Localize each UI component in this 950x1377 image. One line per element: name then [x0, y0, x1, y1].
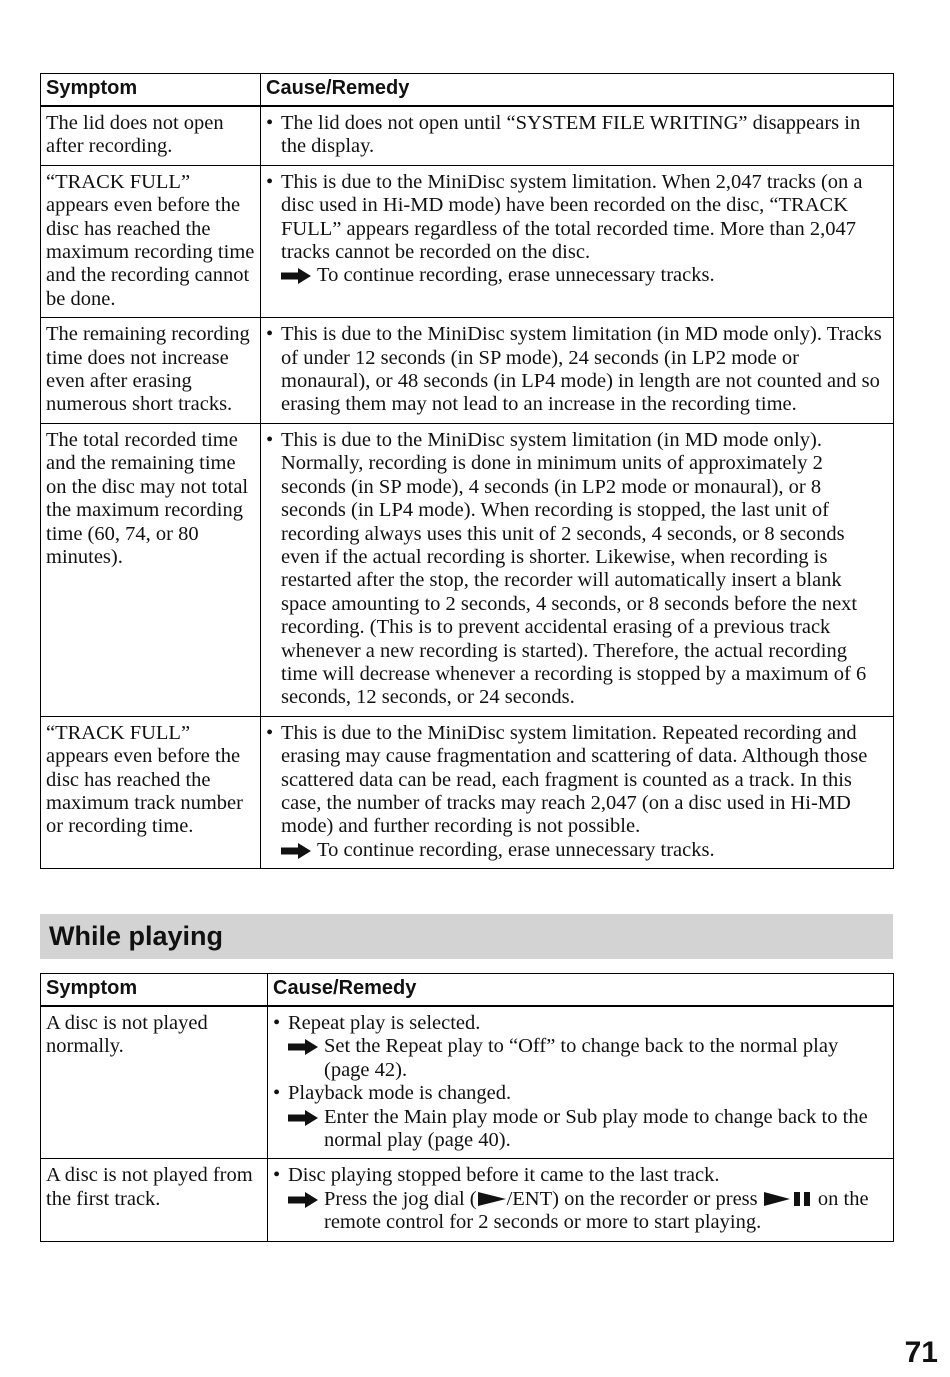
remedy-item: Press the jog dial ( /ENT) on the recorder or press on the remote control for 2 seconds or more to start playing.	[288, 1188, 888, 1235]
arrow-right-icon	[281, 843, 311, 859]
table-row	[41, 165, 894, 317]
table-row	[41, 716, 894, 868]
cause-item: • This is due to the MiniDisc system limitation. Repeated recording and erasing may cause fragmentation and scattering of data. Although those scattered data can be read, each fragment is counted as a track. In this case, the number of tracks may reach 2,047 (on a disc used in Hi-MD mode) and further recording is not possible. To continue recording, erase unnecessary tracks.	[266, 722, 888, 862]
symptom-cell: The total recorded time and the remaining time on the disc may not total the maximum recording time (60, 74, or 80 minutes).	[41, 423, 261, 716]
cause-item: • Disc playing stopped before it came to the last track. Press the jog dial ( /ENT) on the recorder or press on the remote control for 2 seconds or more to start playing.	[273, 1164, 888, 1234]
page-number: 71	[904, 1336, 938, 1369]
symptom-table-recording	[40, 73, 894, 869]
table-row	[41, 423, 894, 716]
arrow-right-icon	[288, 1110, 318, 1126]
cause-item: • Playback mode is changed. Enter the Main play mode or Sub play mode to change back to the normal play (page 40).	[273, 1082, 888, 1152]
symptom-cell: A disc is not played normally.	[41, 1006, 268, 1159]
table-row	[41, 1159, 894, 1241]
bullet-icon: •	[266, 170, 274, 193]
cause-item: • This is due to the MiniDisc system limitation (in MD mode only). Normally, recording is done in minimum units of approximately 2 seconds (in SP mode), 4 seconds (in LP2 mode or monaural), or 8 seconds (in LP4 mode). When recording is stopped, the last unit of recording always uses this unit of 2 seconds, 4 seconds, or 8 seconds even if the actual recording is shorter. Likewise, when recording is restarted after the stop, the recorder will automatically insert a blank space amounting to 2 seconds, 4 seconds, or 8 seconds before the next recording. (This is to prevent accidental erasing of a previous track whenever a new recording is started). Therefore, the actual recording time will decrease whenever a recording is stopped by a maximum of 6 seconds, 12 seconds, or 24 seconds.	[266, 428, 867, 709]
symptom-header: Symptom	[41, 974, 268, 1007]
bullet-icon: •	[266, 112, 274, 134]
bullet-icon: •	[266, 721, 274, 744]
section-heading-bar	[40, 914, 893, 959]
cause-cell	[261, 106, 894, 165]
section-title: While playing	[49, 921, 224, 951]
table-header-row	[41, 974, 894, 1007]
cause-item: • This is due to the MiniDisc system limitation (in MD mode only). Tracks of under 12 seconds (in SP mode), 24 seconds (in LP2 mode or monaural), or 48 seconds (in LP4 mode) in length are not counted and so erasing them may not lead to an increase in the recording time.	[266, 323, 882, 416]
remedy-item: Enter the Main play mode or Sub play mode to change back to the normal play (page 40).	[288, 1106, 888, 1153]
symptom-table-playing	[40, 973, 894, 1242]
symptom-cell: A disc is not played from the first track.	[41, 1159, 268, 1241]
cause-item: • This is due to the MiniDisc system limitation. When 2,047 tracks (on a disc used in Hi-MD mode) have been recorded on the disc, “TRACK FULL” appears regardless of the total recorded time. More than 2,047 tracks cannot be recorded on the disc. To continue recording, erase unnecessary tracks.	[266, 171, 888, 288]
bullet-icon: •	[273, 1012, 281, 1034]
cause-remedy-header: Cause/Remedy	[268, 974, 894, 1007]
cause-remedy-header: Cause/Remedy	[261, 74, 894, 107]
arrow-right-icon	[288, 1039, 318, 1055]
cause-cell	[261, 716, 894, 868]
symptom-header: Symptom	[41, 74, 261, 107]
table-row	[41, 1006, 894, 1159]
cause-item: • The lid does not open until “SYSTEM FILE WRITING” disappears in the display.	[266, 112, 861, 158]
play-pause-icon	[763, 1191, 813, 1207]
remedy-item: Set the Repeat play to “Off” to change back to the normal play (page 42).	[288, 1035, 888, 1082]
table-row	[41, 106, 894, 165]
table-row	[41, 318, 894, 424]
bullet-icon: •	[273, 1164, 281, 1187]
arrow-right-icon	[288, 1192, 318, 1208]
cause-item: • Repeat play is selected. Set the Repeat play to “Off” to change back to the normal play (page 42).	[273, 1012, 888, 1082]
cause-cell	[268, 1006, 894, 1159]
symptom-cell: The lid does not open after recording.	[41, 106, 261, 165]
symptom-cell: The remaining recording time does not increase even after erasing numerous short tracks.	[41, 318, 261, 424]
symptom-cell: “TRACK FULL” appears even before the disc has reached the maximum track number or recording time.	[41, 716, 261, 868]
cause-cell	[268, 1159, 894, 1241]
remedy-item: To continue recording, erase unnecessary tracks.	[281, 264, 888, 287]
bullet-icon: •	[266, 323, 274, 346]
remedy-item: To continue recording, erase unnecessary tracks.	[281, 839, 888, 862]
bullet-icon: •	[266, 428, 274, 451]
cause-cell	[261, 318, 894, 424]
play-icon	[477, 1191, 507, 1207]
cause-cell	[261, 423, 894, 716]
cause-cell	[261, 165, 894, 317]
symptom-cell: “TRACK FULL” appears even before the disc has reached the maximum recording time and the recording cannot be done.	[41, 165, 261, 317]
bullet-icon: •	[273, 1082, 281, 1105]
table-header-row	[41, 74, 894, 107]
arrow-right-icon	[281, 268, 311, 284]
